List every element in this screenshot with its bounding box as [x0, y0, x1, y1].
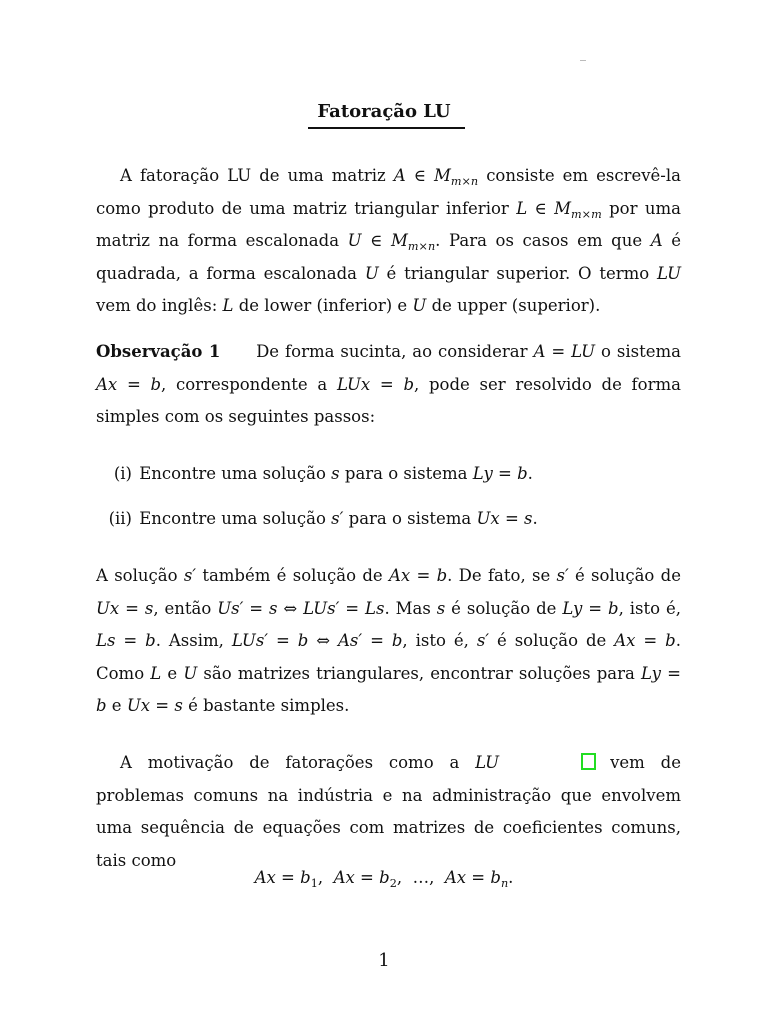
observation-label: Observação 1 [96, 342, 221, 361]
page-title: Fatoração LU [317, 101, 451, 122]
list-item: (ii) Encontre uma solução s′ para o sistema Ux = s. [108, 509, 538, 528]
equation-sequence: $Ax = b_1$, $Ax = b_2$, …, $Ax = b_n$. [254, 868, 514, 890]
motivation-paragraph: A motivação de fatorações como a LU vem de problemas comuns na indústria e na administração que envolvem uma sequência de equações com matrizes de coeficientes comuns, tais como [96, 753, 681, 870]
intro-paragraph: A fatoração LU de uma matriz A ∈ $M_{m\times n}$ consiste em escrevê-la como produto de uma matriz triangular inferior L ∈ $M_{m\times m}$ por uma matriz na forma escalonada U ∈ $M_{m\times n}$. Para os casos em que A é quadrada, a forma escalonada U é triangular superior. O termo LU vem do inglês: L de lower (inferior) e U de upper (superior). [96, 166, 681, 315]
title-underline [308, 127, 465, 129]
scan-mark [580, 60, 586, 61]
page-number: 1 [378, 950, 390, 971]
solution-paragraph: A solução s′ também é solução de Ax = b. De fato, se s′ é solução de Ux = s, então Us′ = s ⇔ LUs′ = Ls. Mas s é solução de Ly = b, isto é, Ls = b. Assim, LUs′ = b ⇔ As′ = b, isto é, s′ é solução de Ax = b. Como L e U são matrizes triangulares, encontrar soluções para Ly = b e Ux = s é bastante simples. [96, 566, 681, 715]
citation-marker-box [581, 753, 596, 770]
observation-paragraph: Observação 1 De forma sucinta, ao considerar A = LU o sistema Ax = b, correspondente a LUx = b, pode ser resolvido de forma simples com os seguintes passos: [96, 342, 681, 426]
list-item: (i) Encontre uma solução s para o sistema Ly = b. [113, 464, 533, 483]
